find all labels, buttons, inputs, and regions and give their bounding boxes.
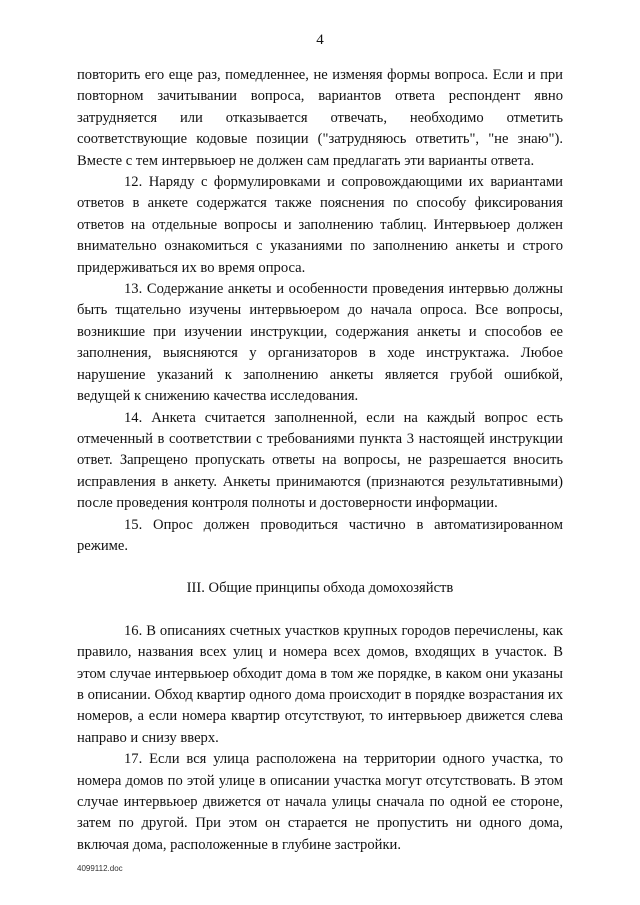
page-number: 4 bbox=[316, 32, 324, 48]
paragraph-15: 15. Опрос должен проводиться частично в автоматизированном режиме. bbox=[77, 516, 563, 554]
paragraph-13: 13. Содержание анкеты и особенности проведения интервью должны быть тщательно изучены интервьюером до начала опроса. Все вопросы, возникшие при изучении инструкции, содержания анкеты и способов ее заполнения, выясняются у организаторов в ходе инструктажа. Любое нарушение указаний к заполнению анкеты является грубой ошибкой, ведущей к снижению качества исследования. bbox=[77, 281, 563, 405]
footer-filename: 4099112.doc bbox=[77, 864, 123, 873]
paragraph-14: 14. Анкета считается заполненной, если на каждый вопрос есть отмеченный в соответствии с требованиями пункта 3 настоящей инструкции ответ. Запрещено пропускать ответы на вопросы, не разрешается вносить исправления в анкету. Анкеты принимаются (признаются результативными) после проведения контроля полноты и достоверности информации. bbox=[77, 409, 563, 512]
paragraph-17: 17. Если вся улица расположена на территории одного участка, то номера домов по этой улице в описании участка могут отсутствовать. В этом случае интервьюер движется от начала улицы сначала по одной ее стороне, затем по другой. При этом он старается не пропустить ни одного дома, включая дома, расположенные в глубине застройки. bbox=[77, 751, 563, 853]
paragraph-continuation: повторить его еще раз, помедленнее, не изменяя формы вопроса. Если и при повторном зачитывании вопроса, вариантов ответа респондент явно затрудняется или отказывается отвечать, необходимо отметить соответствующие кодовые позиции ("затрудняюсь ответить", "не знаю"). Вместе с тем интервьюер не должен сам предлагать эти варианты ответа. bbox=[77, 67, 563, 169]
paragraph-12: 12. Наряду с формулировками и сопровождающими их вариантами ответов в анкете содержатся также пояснения по способу фиксирования ответов на отдельные вопросы и заполнению таблиц. Интервьюер должен внимательно ознакомиться с указаниями по заполнению анкеты и строго придерживаться их во время опроса. bbox=[77, 174, 563, 276]
section-heading: III. Общие принципы обхода домохозяйств bbox=[186, 580, 454, 597]
document-body bbox=[77, 65, 563, 856]
paragraph-16: 16. В описаниях счетных участков крупных городов перечислены, как правило, названия всех улиц и номера всех домов, входящих в участок. В этом случае интервьюер обходит дома в том же порядке, в каком они указаны в описании. Обход квартир одного дома происходит в порядке возрастания их номеров, а если номера квартир отсутствуют, то интервьюер движется слева направо и снизу вверх. bbox=[77, 622, 563, 746]
